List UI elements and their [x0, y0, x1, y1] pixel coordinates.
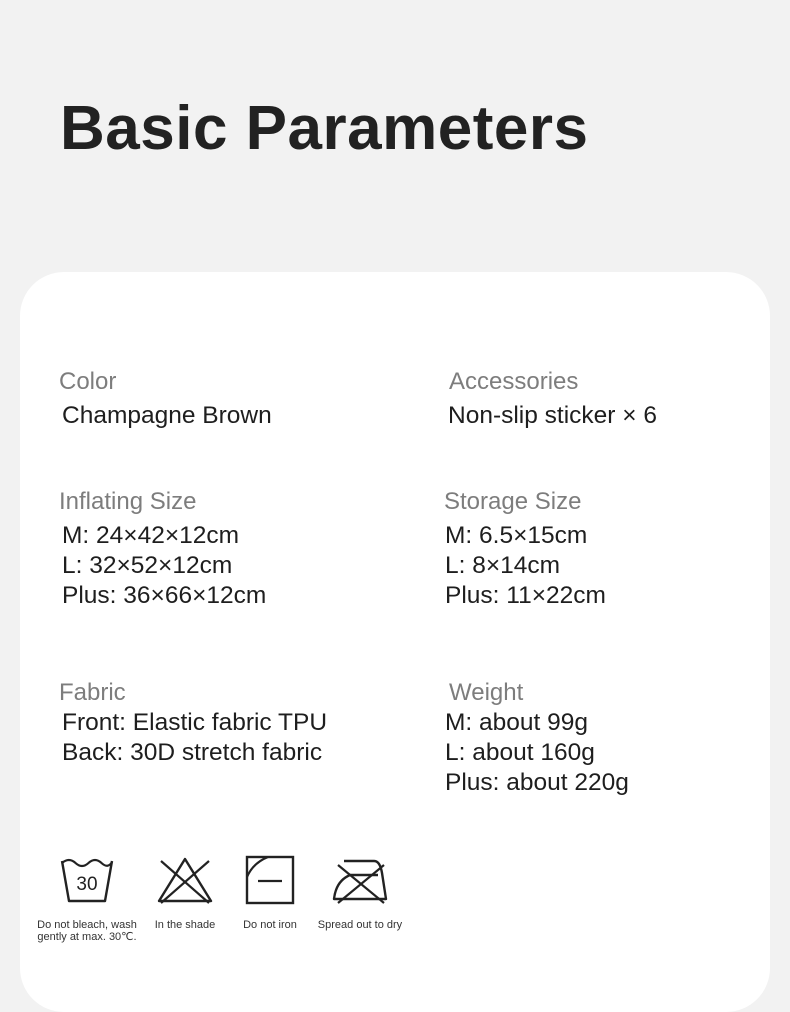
param-weight	[445, 678, 629, 798]
param-accessories-value: Non-slip sticker × 6	[448, 402, 658, 429]
wash-temperature: 30	[76, 874, 98, 895]
param-inflating-size-line: L: 32×52×12cm	[62, 552, 233, 579]
param-inflating-size-line: Plus: 36×66×12cm	[62, 582, 267, 609]
param-color-value: Champagne Brown	[62, 402, 272, 429]
page-title: Basic Parameters	[60, 94, 589, 163]
tumble-dry-icon	[244, 855, 296, 905]
param-inflating-size-label: Inflating Size	[59, 488, 197, 515]
param-weight-line: L: about 160g	[445, 739, 595, 766]
param-fabric-line: Front: Elastic fabric TPU	[62, 709, 328, 736]
care-caption-line: In the shade	[154, 919, 216, 931]
param-fabric-label: Fabric	[59, 679, 126, 706]
care-item-wash	[28, 855, 146, 943]
no-iron-icon	[330, 855, 390, 905]
care-item-dry	[310, 855, 410, 931]
param-color-label: Color	[59, 368, 117, 395]
care-caption-line: Do not iron	[243, 919, 297, 931]
param-inflating-size	[59, 487, 266, 611]
param-weight-line: M: about 99g	[445, 709, 589, 736]
param-accessories	[449, 367, 657, 431]
care-caption	[310, 919, 410, 931]
care-caption	[146, 919, 224, 931]
param-inflating-size-line: M: 24×42×12cm	[62, 522, 240, 549]
param-color	[59, 367, 272, 431]
care-caption-line: Do not bleach, wash	[37, 919, 137, 931]
param-storage-size-line: L: 8×14cm	[445, 552, 561, 579]
care-item-iron	[231, 855, 309, 931]
care-caption-line: gently at max. 30℃.	[37, 931, 137, 943]
care-caption	[231, 919, 309, 931]
param-storage-size-line: Plus: 11×22cm	[445, 582, 606, 609]
no-bleach-icon	[154, 855, 216, 905]
care-caption-line: Spread out to dry	[317, 919, 403, 931]
param-fabric	[59, 678, 327, 768]
param-accessories-label: Accessories	[449, 368, 579, 395]
param-weight-label: Weight	[449, 679, 524, 706]
param-fabric-line: Back: 30D stretch fabric	[62, 739, 323, 766]
param-weight-line: Plus: about 220g	[445, 769, 629, 796]
care-item-shade	[146, 855, 224, 931]
param-storage-size	[444, 487, 606, 611]
wash-30-icon	[59, 855, 115, 905]
param-storage-size-label: Storage Size	[444, 488, 582, 515]
param-storage-size-line: M: 6.5×15cm	[445, 522, 588, 549]
care-caption	[28, 919, 146, 943]
